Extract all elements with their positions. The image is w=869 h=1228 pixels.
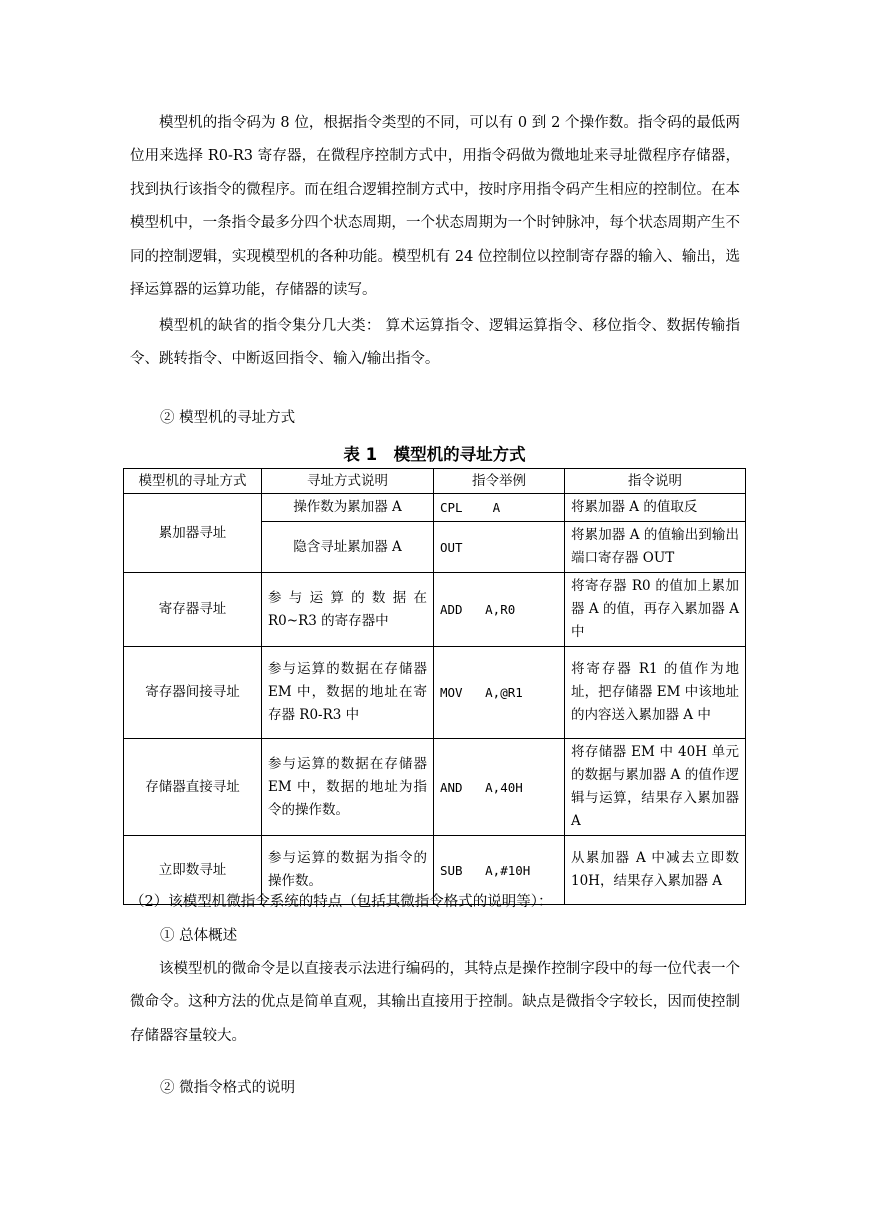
heading-addressing-modes: ② 模型机的寻址方式: [160, 410, 296, 426]
cell-example: ADD A,R0: [434, 573, 565, 647]
cell-description: 参与运算的数据在存储器 EM 中，数据的地址为指令的操作数。: [262, 739, 434, 836]
cell-note: 将累加器 A 的值输出到输出端口寄存器 OUT: [565, 522, 746, 573]
table-row: [124, 494, 746, 522]
table-row: [124, 647, 746, 739]
heading-overview: ① 总体概述: [160, 928, 238, 944]
cell-example: MOV A,@R1: [434, 647, 565, 739]
table-header-row: [124, 469, 746, 494]
cell-note: 将寄存器 R0 的值加上累加器 A 的值，再存入累加器 A 中: [565, 573, 746, 647]
cell-mode: 立即数寻址: [124, 836, 262, 905]
paragraph-instruction-code: 模型机的指令码为 8 位，根据指令类型的不同，可以有 0 到 2 个操作数。指令码的最低两位用来选择 R0-R3 寄存器，在微程序控制方式中，用指令码做为微地址来寻址微程序存储器，找到执行该指令的微程序。而在组合逻辑控制方式中，按时序用指令码产生相应的控制位。在本模型机中，一条指令最多分四个状态周期，一个状态周期为一个时钟脉冲，每个状态周期产生不同的控制逻辑，实现模型机的各种功能。模型机有 24 位控制位以控制寄存器的输入、输出，选择运算器的运算功能，存储器的读写。: [130, 115, 740, 299]
header-description: 寻址方式说明: [262, 469, 434, 494]
cell-note: 从累加器 A 中减去立即数 10H，结果存入累加器 A: [565, 836, 746, 905]
paragraph-instruction-set: 模型机的缺省的指令集分几大类： 算术运算指令、逻辑运算指令、移位指令、数据传输指令、跳转指令、中断返回指令、输入/输出指令。: [130, 318, 740, 368]
cell-description: 参与运算的数据在存储器 EM 中，数据的地址在寄存器 R0-R3 中: [262, 647, 434, 739]
cell-mode: 存储器直接寻址: [124, 739, 262, 836]
cell-mode: 累加器寻址: [124, 494, 262, 573]
heading-microinstruction-features: （2）该模型机微指令系统的特点（包括其微指令格式的说明等）：: [130, 894, 553, 910]
cell-example: SUB A,#10H: [434, 836, 565, 905]
paragraph-overview: 该模型机的微命令是以直接表示法进行编码的，其特点是操作控制字段中的每一位代表一个微命令。这种方法的优点是简单直观，其输出直接用于控制。缺点是微指令字较长，因而使控制存储器容量较大。: [130, 961, 740, 1044]
cell-mode: 寄存器寻址: [124, 573, 262, 647]
table-row: [124, 573, 746, 647]
addressing-mode-table: [123, 468, 746, 905]
cell-description: 参与运算的数据在 R0~R3 的寄存器中: [262, 573, 434, 647]
cell-note: 将寄存器 R1 的值作为地址，把存储器 EM 中该地址的内容送入累加器 A 中: [565, 647, 746, 739]
cell-example: AND A,40H: [434, 739, 565, 836]
cell-example: CPL A: [434, 494, 565, 522]
cell-mode: 寄存器间接寻址: [124, 647, 262, 739]
heading-microinstruction-format: ② 微指令格式的说明: [160, 1080, 296, 1096]
cell-description: 操作数为累加器 A: [262, 494, 434, 522]
cell-note: 将存储器 EM 中 40H 单元的数据与累加器 A 的值作逻辑与运算，结果存入累加器 A: [565, 739, 746, 836]
header-note: 指令说明: [565, 469, 746, 494]
cell-description: 隐含寻址累加器 A: [262, 522, 434, 573]
cell-example: OUT: [434, 522, 565, 573]
header-example: 指令举例: [434, 469, 565, 494]
cell-note: 将累加器 A 的值取反: [565, 494, 746, 522]
table-title: 表 1 模型机的寻址方式: [343, 445, 526, 464]
cell-description: 参与运算的数据为指令的操作数。: [262, 836, 434, 905]
header-mode: 模型机的寻址方式: [124, 469, 262, 494]
table-row: [124, 739, 746, 836]
